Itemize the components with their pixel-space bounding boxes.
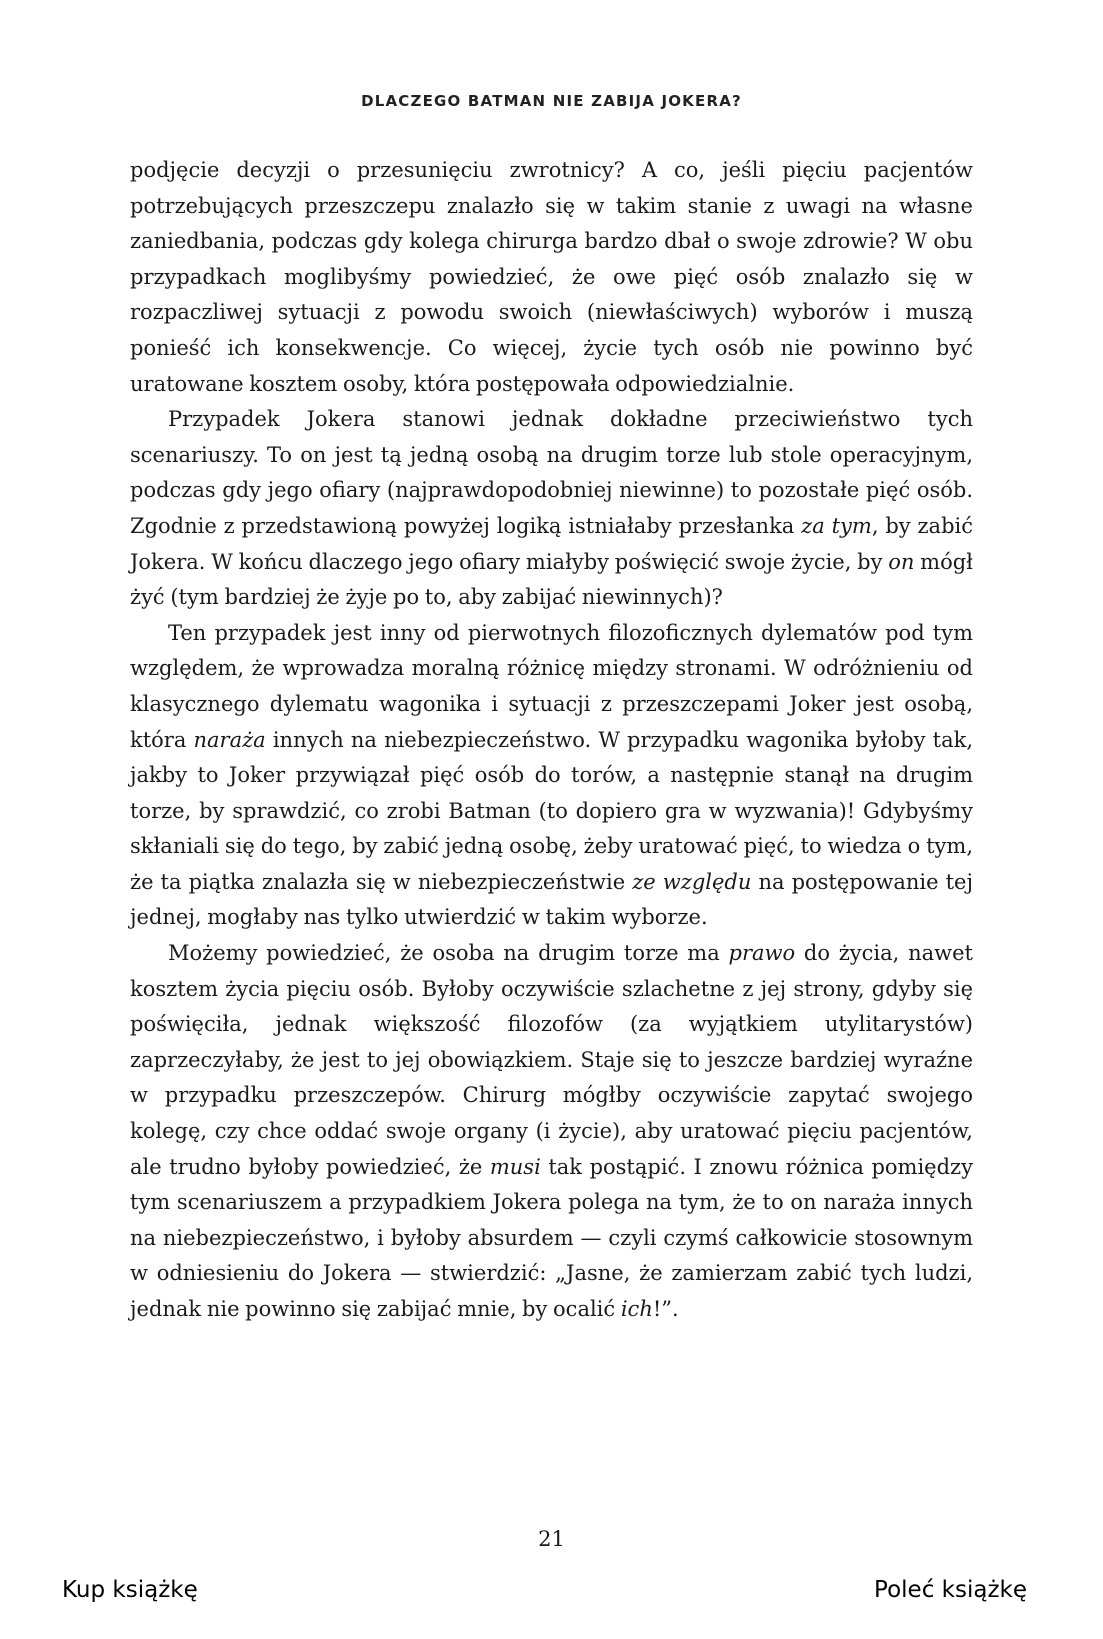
text-segment: do życia, nawet kosztem życia pięciu osób. Byłoby oczywiście szlachetne z jej strony, gdyby się poświęciła, jednak większość filozofów (za wyjątkiem utylitarystów) zaprzeczyłaby, że jest to jej obowiązkiem. Staje się to jeszcze bardziej wyraźne w przypadku przeszczepów. Chirurg mógłby oczywiście zapytać swojego kolegę, czy chce oddać swoje organy (i życie), aby uratować pięciu pacjentów, ale trudno byłoby powiedzieć, że (130, 941, 973, 1179)
text-segment: Ten przypadek jest inny od pierwotnych filozoficznych dylematów pod tym względem, że wprowadza moralną różnicę między stronami. W odróżnieniu od klasycznego dylematu wagonika i sytuacji z przeszczepami Joker jest osobą, która (130, 620, 973, 752)
emphasis: za tym (801, 513, 872, 538)
text-segment: podjęcie decyzji o przesunięciu zwrotnicy? A co, jeśli pięciu pacjentów potrzebujących przeszczepu znalazło się w takim stanie z uwagi na własne zaniedbania, podczas gdy kolega chirurga bardzo dbał o swoje zdrowie? W obu przypadkach moglibyśmy powiedzieć, że owe pięć osób znalazło się w rozpaczliwej sytuacji z powodu swoich (niewłaściwych) wyborów i muszą ponieść ich konsekwencje. Co więcej, życie tych osób nie powinno być uratowane kosztem osoby, która postępowała odpowiedzialnie. (130, 158, 973, 396)
paragraph (130, 936, 973, 1328)
emphasis: ich (620, 1297, 653, 1321)
text-segment: , by zabić Jokera. W końcu dlaczego jego ofiary miałyby poświęcić swoje życie, by (130, 513, 974, 574)
text-segment: Możemy powiedzieć, że osoba na drugim torze ma (168, 941, 729, 966)
text-segment: mógł żyć (tym bardziej że żyje po to, aby zabijać niewinnych)? (130, 549, 973, 610)
body-text (130, 153, 973, 1328)
text-segment: na postępowanie tej jednej, mogłaby nas tylko utwierdzić w takim wyborze. (130, 869, 973, 930)
paragraph (130, 153, 973, 402)
emphasis: prawo (728, 941, 796, 966)
page-number: 21 (538, 1527, 565, 1551)
recommend-book-link[interactable]: Poleć książkę (874, 1577, 1027, 1603)
text-segment: tak postąpić. I znowu różnica pomiędzy tym scenariuszem a przypadkiem Jokera polega na tym, że to on naraża innych na niebezpieczeństwo, i byłoby absurdem — czyli czymś całkowicie stosownym w odniesieniu do Jokera — stwierdzić: „Jasne, że zamierzam zabić tych ludzi, jednak nie powinno się zabijać mnie, by ocalić (130, 1154, 973, 1321)
paragraph (130, 616, 973, 936)
emphasis: musi (489, 1154, 541, 1179)
emphasis: ze względu (632, 869, 752, 894)
text-segment: Przypadek Jokera stanowi jednak dokładne przeciwieństwo tych scenariuszy. To on jest tą jedną osobą na drugim torze lub stole operacyjnym, podczas gdy jego ofiary (najprawdopodobniej niewinne) to pozostałe pięć osób. Zgodnie z przedstawioną powyżej logiką istniałaby przesłanka (130, 407, 973, 538)
emphasis: naraża (193, 727, 266, 752)
running-title: DLACZEGO BATMAN NIE ZABIJA JOKERA? (361, 92, 742, 110)
emphasis: on (888, 549, 915, 574)
text-segment: innych na niebezpieczeństwo. W przypadku wagonika byłoby tak, jakby to Joker przywiązał pięć osób do torów, a następnie stanął na drugim torze, by sprawdzić, co zrobi Batman (to dopiero gra w wyzwania)! Gdybyśmy skłaniali się do tego, by zabić jedną osobę, żeby uratować pięć, to wiedza o tym, że ta piątka znalazła się w niebezpieczeństwie (130, 727, 973, 894)
text-segment: !”. (652, 1297, 679, 1321)
buy-book-link[interactable]: Kup książkę (62, 1577, 198, 1603)
paragraph (130, 402, 973, 616)
